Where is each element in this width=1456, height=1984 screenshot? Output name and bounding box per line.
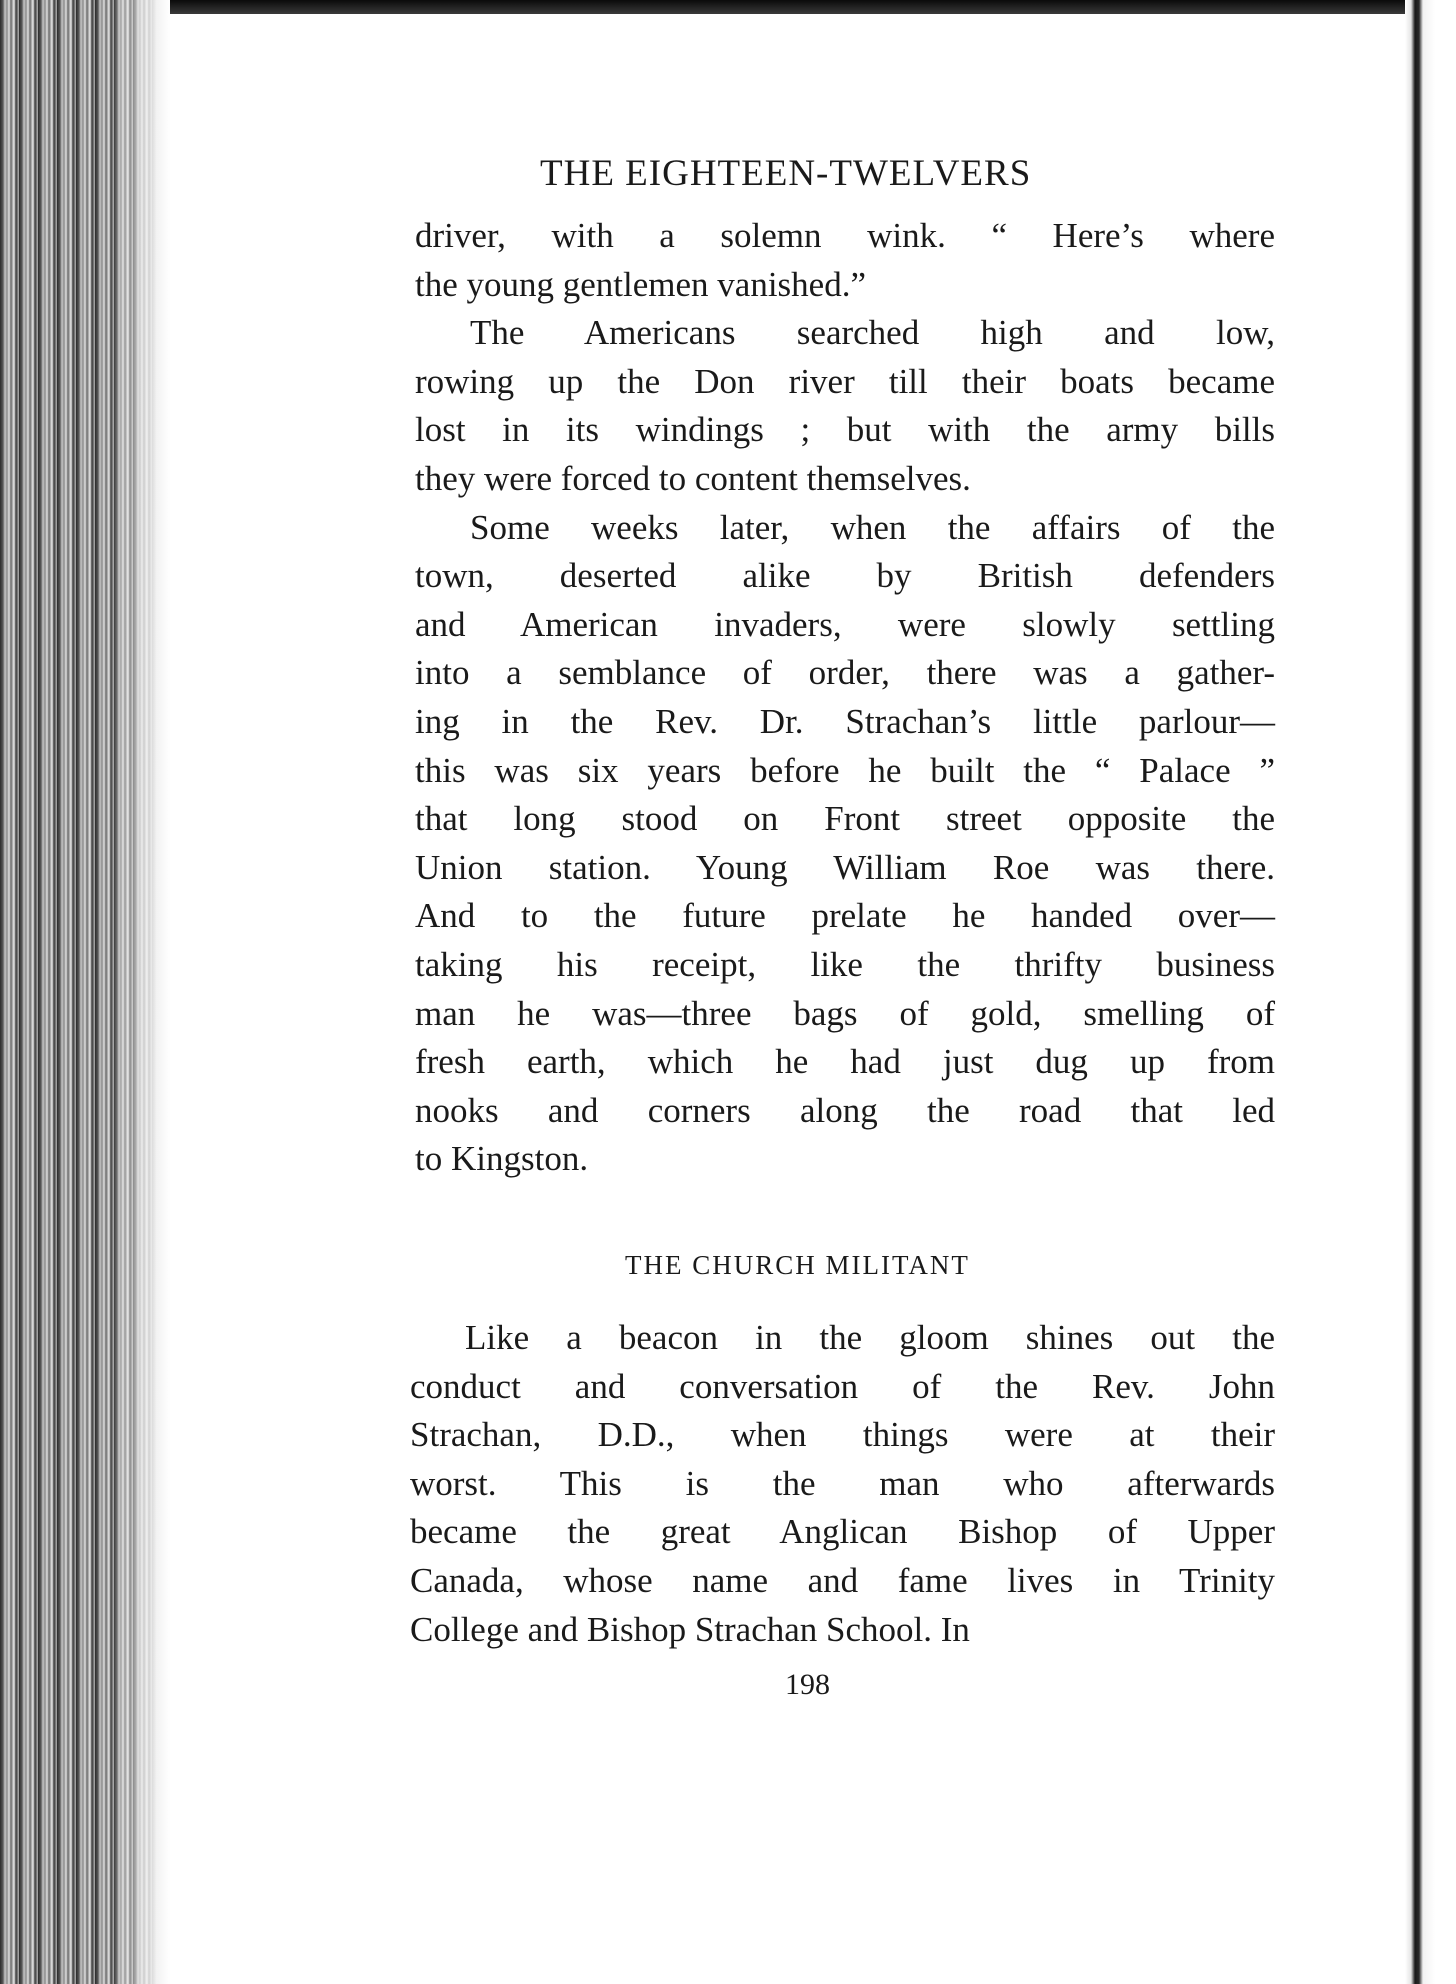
gutter-fade <box>110 0 170 1984</box>
text-line: to Kingston. <box>415 1139 589 1179</box>
text-line: rowing up the Don river till their boats became <box>415 361 1275 401</box>
paragraph <box>410 1314 1275 1654</box>
text-line: worst. This is the man who afterwards <box>410 1463 1275 1503</box>
text-line: Strachan, D.D., when things were at their <box>410 1415 1275 1455</box>
text-line: nooks and corners along the road that led <box>415 1090 1275 1130</box>
paragraph <box>415 504 1275 1184</box>
text-line: man he was—three bags of gold, smelling of <box>415 993 1275 1033</box>
book-page-edge-right <box>1405 0 1456 1984</box>
text-line: town, deserted alike by British defenders <box>415 556 1275 596</box>
text-line: Like a beacon in the gloom shines out the <box>465 1318 1275 1357</box>
text-line: And to the future prelate he handed over— <box>415 896 1275 936</box>
text-line: that long stood on Front street opposite the <box>415 799 1275 839</box>
text-line: conduct and conversation of the Rev. John <box>410 1366 1275 1406</box>
top-shadow <box>0 0 1456 14</box>
text-line: College and Bishop Strachan School. In <box>410 1609 970 1649</box>
text-line: they were forced to content themselves. <box>415 458 971 498</box>
page-number: 198 <box>785 1668 830 1701</box>
text-line: into a semblance of order, there was a gather- <box>415 653 1275 693</box>
text-line: driver, with a solemn wink. “ Here’s where <box>415 216 1275 255</box>
running-head: THE EIGHTEEN-TWELVERS <box>540 153 1032 194</box>
text-line: the young gentlemen vanished.” <box>415 264 866 304</box>
text-block-after <box>410 1314 1275 1654</box>
text-line: Canada, whose name and fame lives in Trinity <box>410 1560 1275 1600</box>
section-heading: THE CHURCH MILITANT <box>625 1250 970 1280</box>
text-line: fresh earth, which he had just dug up from <box>415 1042 1275 1082</box>
text-block-before <box>415 212 1275 1184</box>
text-line: The Americans searched high and low, <box>470 313 1275 353</box>
text-line: ing in the Rev. Dr. Strachan’s little parlour— <box>415 701 1275 741</box>
text-line: became the great Anglican Bishop of Upper <box>410 1512 1275 1552</box>
text-line: Some weeks later, when the affairs of the <box>470 507 1275 547</box>
text-line: and American invaders, were slowly settling <box>415 604 1275 644</box>
text-line: this was six years before he built the “ Palace ” <box>415 750 1275 790</box>
paragraph <box>415 212 1275 309</box>
text-line: Union station. Young William Roe was there. <box>415 847 1275 887</box>
text-line: taking his receipt, like the thrifty business <box>415 944 1275 984</box>
text-line: lost in its windings ; but with the army bills <box>415 410 1275 450</box>
paragraph <box>415 309 1275 503</box>
